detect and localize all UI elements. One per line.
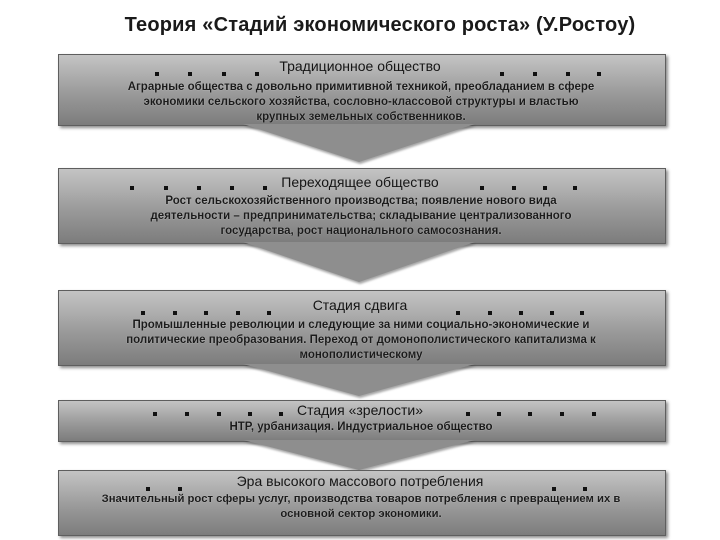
stage-text-traditional (58, 80, 664, 125)
stage-text-line: государства, рост национального самосознания. (220, 225, 502, 237)
decor-dot (519, 311, 523, 315)
decor-dot (279, 412, 283, 416)
stage-text-mass-consumption (30, 492, 692, 522)
decor-dot (267, 311, 271, 315)
decor-dot (597, 72, 601, 76)
decor-dot (185, 412, 189, 416)
decor-dot (178, 487, 182, 491)
stage-text-maturity (58, 420, 664, 435)
decor-dot (550, 311, 554, 315)
decor-dot (466, 412, 470, 416)
decor-dot (197, 186, 201, 190)
decor-dot (255, 72, 259, 76)
decor-dot (217, 412, 221, 416)
down-arrow-1 (243, 124, 475, 162)
stage-title-transitional: Переходящее общество (281, 174, 439, 190)
decor-dot (130, 186, 134, 190)
stage-text-line: деятельности – предпринимательства; складывание централизованного (150, 210, 572, 222)
decor-dot (583, 487, 587, 491)
stage-text-line: Значительный рост сферы услуг, производства товаров потребления с превращением их в (101, 493, 621, 505)
stage-text-line: Промышленные революции и следующие за ними социально-экономические и (132, 319, 590, 331)
page-title: Теория «Стадий экономического роста» (У.Ростоу) (124, 14, 636, 36)
stage-text-line: Рост сельскохозяйственного производства; появление нового вида (165, 195, 557, 207)
decor-dot (533, 72, 537, 76)
decor-dot (480, 186, 484, 190)
decor-dot (248, 412, 252, 416)
down-arrow-2 (243, 242, 475, 282)
decor-dot (456, 311, 460, 315)
decor-dot (204, 311, 208, 315)
decor-dot (263, 186, 267, 190)
stage-title-take-off: Стадия сдвига (312, 297, 408, 313)
decor-dot (580, 311, 584, 315)
decor-dot (497, 412, 501, 416)
decor-dot (153, 412, 157, 416)
decor-dot (500, 72, 504, 76)
stage-title-maturity: Стадия «зрелости» (296, 402, 424, 418)
decor-dot (155, 72, 159, 76)
decor-dot (560, 412, 564, 416)
stage-title-traditional: Традиционное общество (279, 58, 441, 74)
decor-dot (188, 72, 192, 76)
decor-dot (528, 412, 532, 416)
decor-dot (552, 487, 556, 491)
stage-text-line: крупных земельных собственников. (256, 111, 466, 123)
decor-dot (141, 311, 145, 315)
decor-dot (543, 186, 547, 190)
decor-dot (488, 311, 492, 315)
down-arrow-4 (243, 440, 475, 470)
stage-text-line: НТР, урбанизация. Индустриальное общество (229, 421, 493, 433)
decor-dot (230, 186, 234, 190)
stage-text-line: экономики сельского хозяйства, сословно-классовой структуры и властью (143, 96, 579, 108)
decor-dot (566, 72, 570, 76)
decor-dot (573, 186, 577, 190)
stage-text-line: монополистическому (299, 349, 423, 361)
decor-dot (222, 72, 226, 76)
decor-dot (512, 186, 516, 190)
decor-dot (236, 311, 240, 315)
decor-dot (173, 311, 177, 315)
decor-dot (164, 186, 168, 190)
stage-text-take-off (40, 318, 682, 363)
stage-text-line: Аграрные общества с довольно примитивной техникой, преобладанием в сфере (127, 81, 595, 93)
decor-dot (592, 412, 596, 416)
down-arrow-3 (243, 364, 475, 396)
stage-text-line: политические преобразования. Переход от домонополистического капитализма к (126, 334, 596, 346)
stage-title-mass-consumption: Эра высокого массового потребления (236, 473, 484, 489)
stage-text-transitional (58, 194, 664, 239)
stage-text-line: основной сектор экономики. (280, 508, 442, 520)
decor-dot (146, 487, 150, 491)
